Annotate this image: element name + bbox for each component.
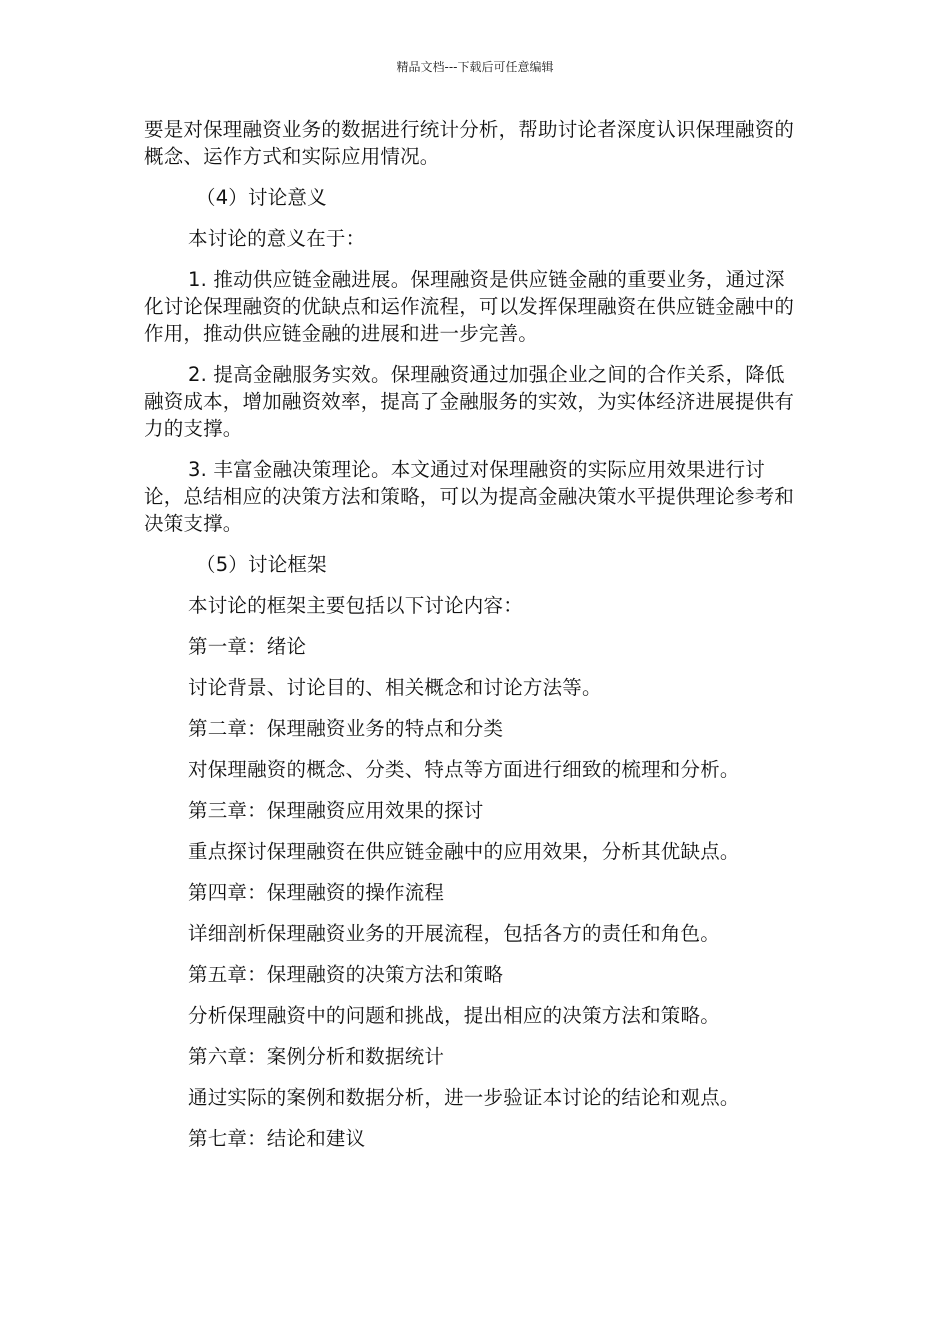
chapter-title-2: 第二章：保理融资业务的特点和分类	[188, 717, 504, 740]
chapter-title-4: 第四章：保理融资的操作流程	[188, 881, 445, 904]
list-item-significance-1: 1. 推动供应链金融进展。保理融资是供应链金融的重要业务，通过深化讨论保理融资的优缺点和运作流程，可以发挥保理融资在供应链金融中的作用，推动供应链金融的进展和进一步完善。	[144, 268, 795, 345]
chapter-title-6: 第六章：案例分析和数据统计	[188, 1045, 445, 1068]
paragraph-significance-lead: 本讨论的意义在于：	[188, 227, 366, 250]
chapter-desc-3: 重点探讨保理融资在供应链金融中的应用效果，分析其优缺点。	[188, 840, 740, 863]
section-heading-framework: （5）讨论框架	[196, 553, 327, 576]
chapter-desc-6: 通过实际的案例和数据分析，进一步验证本讨论的结论和观点。	[188, 1086, 740, 1109]
chapter-title-7: 第七章：结论和建议	[188, 1127, 366, 1150]
chapter-desc-5: 分析保理融资中的问题和挑战，提出相应的决策方法和策略。	[188, 1004, 720, 1027]
paragraph-framework-lead: 本讨论的框架主要包括以下讨论内容：	[188, 594, 523, 617]
chapter-desc-4: 详细剖析保理融资业务的开展流程，包括各方的责任和角色。	[188, 922, 720, 945]
list-item-significance-3: 3. 丰富金融决策理论。本文通过对保理融资的实际应用效果进行讨论，总结相应的决策方法和策略，可以为提高金融决策水平提供理论参考和决策支撑。	[144, 458, 795, 535]
chapter-desc-1: 讨论背景、讨论目的、相关概念和讨论方法等。	[188, 676, 602, 699]
paragraph-intro-continued: 要是对保理融资业务的数据进行统计分析，帮助讨论者深度认识保理融资的概念、运作方式和实际应用情况。	[144, 118, 795, 168]
chapter-title-3: 第三章：保理融资应用效果的探讨	[188, 799, 484, 822]
chapter-title-5: 第五章：保理融资的决策方法和策略	[188, 963, 504, 986]
page-header: 精品文档---下载后可任意编辑	[396, 60, 554, 74]
document-body	[144, 116, 804, 1152]
chapter-title-1: 第一章：绪论	[188, 635, 307, 658]
section-heading-significance: （4）讨论意义	[196, 186, 327, 209]
chapter-desc-2: 对保理融资的概念、分类、特点等方面进行细致的梳理和分析。	[188, 758, 740, 781]
list-item-significance-2: 2. 提高金融服务实效。保理融资通过加强企业之间的合作关系，降低融资成本，增加融资效率，提高了金融服务的实效，为实体经济进展提供有力的支撑。	[144, 363, 795, 440]
